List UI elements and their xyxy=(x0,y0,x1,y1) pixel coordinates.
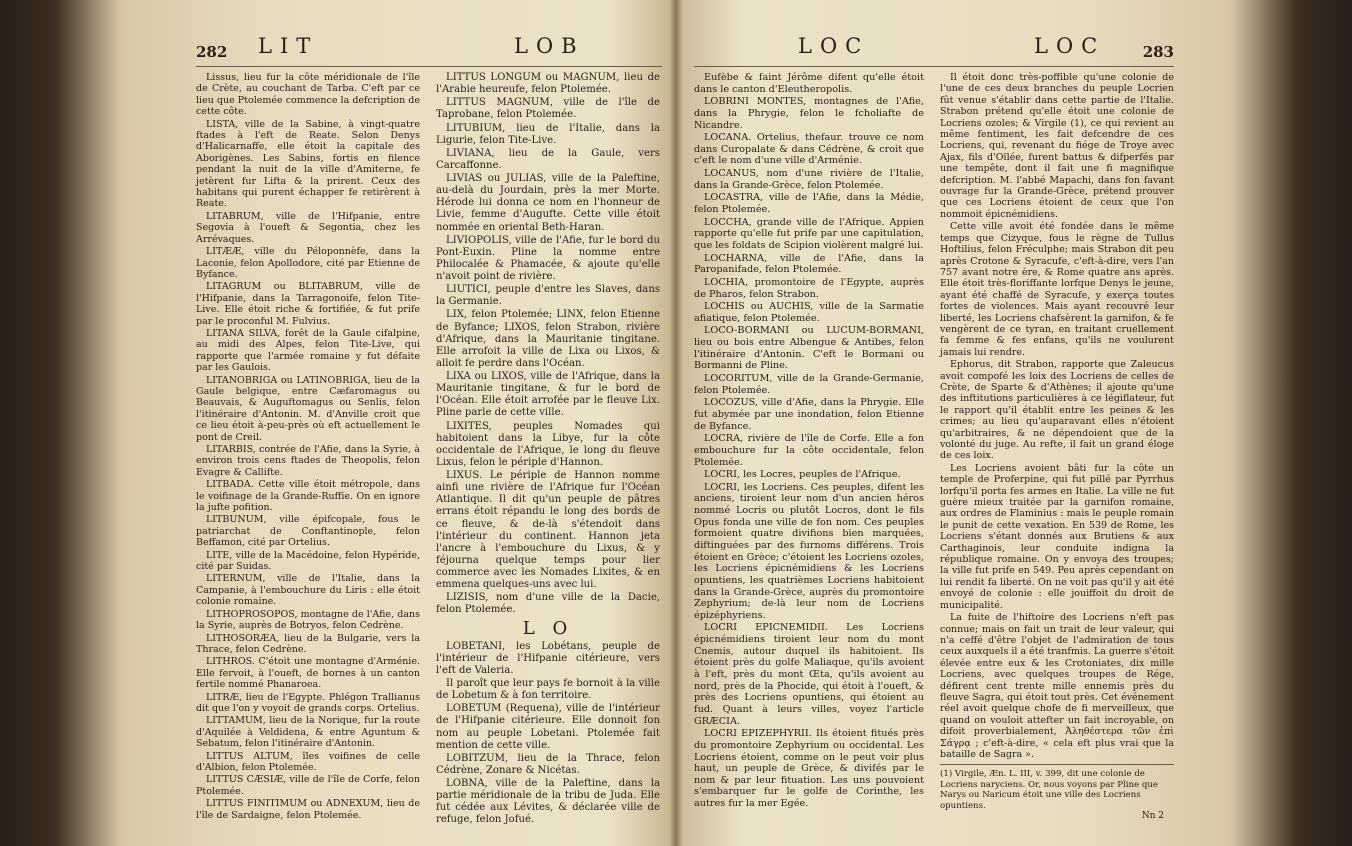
dictionary-entry: LIX, felon Ptolemée; LINX, felon Etienne de Byfance; LIXOS, felon Strabon, rivière d'Afrique, dans la Mauritanie tingitane. Elle arrofoit la ville de Lixa ou Lixos, & alloit fe perdre dans l'Océan. xyxy=(436,309,660,369)
dictionary-entry: LITTUS CÆSIÆ, ville de l'île de Corfe, felon Ptolemée. xyxy=(196,774,420,797)
dictionary-entry: Cette ville avoit été fondée dans le même temps que Cizyque, fous le règne de Tullus Hoftilius, felon Fréculphe; mais Strabon dit peu après Crotone & Syracufe, c'eft-à-dire, vers l'an 757 avant notre ère, & Rome quatre ans après. Elle étoit très-floriffante lorfque Denys le jeune, ayant été chaffé de Syracufe, y exerça toutes fortes de violences. Mais ayant recouvré leur liberté, les Locriens chafsèrent la garnifon, & fe vengèrent de ce tyran, en traitant cruellement fa femme & fes enfans, qu'ils ne voulurent jamais lui rendre. xyxy=(940,221,1174,358)
dictionary-entry: LITHROS. C'étoit une montagne d'Arménie. Elle fervoit, à l'oueft, de bornes à un canton fertile nommé Phanaroea. xyxy=(196,656,420,691)
dictionary-entry: LISTA, ville de la Sabine, à vingt-quatre ftades à l'eft de Reate. Selon Denys d'Halicarnaffe, elle étoit la capitale des Aborigènes. Les Sabins, fortis en filence pendant la nuit de la ville d'Amiterne, fe jetèrent fur Lifta & la prirent. Ceux des habitans qui purent échapper fe retirèrent à Reate. xyxy=(196,118,420,210)
dictionary-entry: LOBNA, ville de la Paleftine, dans la partie méridionale de la tribu de Juda. Elle fut cédée aux Lévites, & déclarée ville de refuge, felon Jofué. xyxy=(436,778,660,826)
column-left-1 xyxy=(196,72,420,822)
header-word: LIT xyxy=(258,34,319,58)
dictionary-entry: Lissus, lieu fur la côte méridionale de l'île de Crète, au couchant de Tarba. C'eft par ce lieu que Ptolemée commence la defcription de cette côte. xyxy=(196,72,420,118)
dictionary-entry: LITARBIS, contrée de l'Afie, dans la Syrie, à environ trois cens ftades de Theopolis, felon Evagre & Callifte. xyxy=(196,444,420,478)
dictionary-entry: LITABRUM, ville de l'Hifpanie, entre Segovia à l'oueft & Segontia, chez les Arrévaques. xyxy=(196,210,420,245)
dictionary-entry: LITTUS MAGNUM, ville de l'île de Taprobane, felon Ptolemée. xyxy=(436,97,660,121)
dictionary-entry: LOCHIS ou AUCHIS, ville de la Sarmatie afiatique, felon Ptolemée. xyxy=(694,301,924,324)
dictionary-entry: LOBRINI MONTES, montagnes de l'Afie, dans la Phrygie, felon le fcholiafte de Nicandre. xyxy=(694,96,924,131)
signature-mark: Nn 2 xyxy=(1141,811,1164,822)
header-word: LOB xyxy=(514,34,585,58)
dictionary-entry: LITTAMUM, lieu de la Norique, fur la route d'Aquilée à Veldidena, & entre Aguntum & Sebatum, felon l'itinéraire d'Antonin. xyxy=(196,715,420,750)
dictionary-entry: LOBETANI, les Lobétans, peuple de l'intérieur de l'Hifpanie citérieure, vers l'eft de Valeria. xyxy=(436,640,660,676)
section-heading: L O xyxy=(522,617,574,639)
dictionary-entry: LOCRA, rivière de l'île de Corfe. Elle a fon embouchure fur la côte occidentale, felon Ptolemée. xyxy=(694,433,924,468)
dictionary-entry: LOCRI, les Locres, peuples de l'Afrique. xyxy=(704,469,901,481)
dictionary-entry: LOCO-BORMANI ou LUCUM-BORMANI, lieu ou bois entre Albengue & Antibes, felon l'itinéraire d'Antonin. C'eft le Bormani ou Bormanni de Pline. xyxy=(694,325,924,372)
dictionary-entry: LITANOBRIGA ou LATINOBRIGA, lieu de la Gaule belgique, entre Cæfaromagus ou Beauvais, & Auguftomagus ou Senlis, felon l'itinéraire d'Antonin. M. d'Anville croit que ce lieu étoit à-peu-près où eft actuellement le pont de Creil. xyxy=(196,374,420,443)
dictionary-entry: LITRÆ, lieu de l'Egypte. Phlégon Trallianus dit que l'on y voyoit de grands corps. Ortelius. xyxy=(196,691,420,714)
dictionary-entry: LIUTICI, peuple d'entre les Slaves, dans la Germanie. xyxy=(436,284,660,308)
header-word: LOC xyxy=(1034,34,1106,58)
dictionary-entry: LITHOSORÆA, lieu de la Bulgarie, vers la Thrace, felon Cedrène. xyxy=(196,632,420,655)
running-head-right xyxy=(694,34,1174,67)
dictionary-entry: LIVIOPOLIS, ville de l'Afie, fur le bord du Pont-Euxin. Pline la nomme entre Philocalée & Phamacée, & ajoute qu'elle n'avoit point de rivière. xyxy=(436,234,660,282)
dictionary-entry: LIXUS. Le périple de Hannon nomme ainfi une rivière de l'Afrique fur l'Océan Atlantique. Il dit qu'un peuple de pâtres errans étoit répandu le long des bords de ce fleuve, & de-là s'étendoit dans l'intérieur du continent. Hannon jeta l'ancre à l'embouchure du Lixus, & y féjourna quelque temps pour lier commerce avec les Nomades Lixites, & en emmena quelques-uns avec lui. xyxy=(436,470,660,591)
entries-group xyxy=(436,641,660,827)
column-right-1 xyxy=(694,72,924,811)
dictionary-entry: Il paroît que leur pays fe bornoit à la ville de Lobetum & à fon territoire. xyxy=(436,678,660,702)
left-page xyxy=(196,34,662,830)
dictionary-entry: LOCRI EPIZEPHYRII. Ils étoient fitués près du promontoire Zephyrium ou occidental. Les Locriens étoient, comme on le peut voir plus haut, un peuple de Grèce, & divifés par le nom & par leur fituation. Les uns pouvoient s'embarquer fur le golfe de Corinthe, les autres fur la mer Egée. xyxy=(694,728,924,810)
dictionary-entry: LITÆÆ, ville du Péloponnèfe, dans la Laconie, felon Apollodore, cité par Etienne de Byfance. xyxy=(196,246,420,280)
column-right-2 xyxy=(940,72,1174,823)
dictionary-entry: LOCOZUS, ville d'Afie, dans la Phrygie. Elle fut abymée par une inondation, felon Etienne de Byfance. xyxy=(694,397,924,432)
header-word: LOC xyxy=(798,34,870,58)
dictionary-entry: LOCANA. Ortelius, thefaur. trouve ce nom dans Curopalate & dans Cédrène, & croit que c'eft le nom d'une ville d'Arménie. xyxy=(694,132,924,167)
dictionary-entry: LITAGRUM ou BLITABRUM, ville de l'Hifpanie, dans la Tarragonoife, felon Tite-Live. Elle étoit riche & fortifiée, & fut prife par le proconful M. Fulvius. xyxy=(196,281,420,327)
footnote: (1) Virgile, Æn. L. III, v. 399, dit une colonie de Locriens naryciens. Or, nous voyons par Pline que Narys ou Naricum étoit une ville des Locriens opuntiens. xyxy=(940,764,1174,811)
entries-group xyxy=(940,72,1174,760)
dictionary-entry: LIVIANA, lieu de la Gaule, vers Carcaffonne. xyxy=(436,147,660,171)
dictionary-entry: LOCHIA, promontoire de l'Egypte, auprès de Pharos, felon Strabon. xyxy=(694,276,924,300)
dictionary-entry: Ephorus, dit Strabon, rapporte que Zaleucus avoit compofé les loix des Locriens de celles de Crète, de Sparte & d'Athènes; il ajoute qu'une des inftitutions particulières à ce légiflateur, fut le rapport qu'il établit entre les peines & les crimes; au lieu qu'auparavant elles n'étoient qu'arbitraires, & ne dépendoient que de la volonté du juge. Au refte, il fait un grand éloge de ces loix. xyxy=(940,359,1174,462)
dictionary-entry: LITBADA. Cette ville étoit métropole, dans le voifinage de la Grande-Ruffie. On en ignore la jufte pofition. xyxy=(196,479,420,514)
dictionary-entry: LIXA ou LIXOS, ville de l'Afrique, dans la Mauritanie tingitane, & fur le bord de l'Océan. Elle étoit arrofée par le fleuve Lix. Pline parle de cette ville. xyxy=(436,371,660,419)
dictionary-entry: LOCRI, les Locriens. Ces peuples, difent les anciens, tiroient leur nom d'un ancien héros nommé Locris ou plutôt Locros, dont le fils Opus fonda une ville de fon nom. Ces peuples formoient quatre divifions bien marquées, diftinguées par des furnoms différens. Trois étoient en Grèce; c'étoient les Locriens ozoles, les Locriens épicnémidiens & les Locriens opuntiens, les quatrièmes Locriens habitoient dans la Grande-Grèce, auprès du promontoire Zephyrium; de-là leur nom de Locriens épizéphyriens. xyxy=(694,481,924,621)
dictionary-entry: LOCANUS, nom d'une rivière de l'Italie, dans la Grande-Grèce, felon Ptolemée. xyxy=(694,168,924,191)
dictionary-entry: LOCASTRA, ville de l'Afie, dans la Médie, felon Ptolemée. xyxy=(694,192,924,216)
page-number: 282 xyxy=(196,43,228,61)
dictionary-entry: LITTUS LONGUM ou MAGNUM, lieu de l'Arabie heureufe, felon Ptolemée. xyxy=(436,72,660,96)
dictionary-entry: LITHOPROSOPOS, montagne de l'Afie, dans la Syrie, auprès de Botryos, felon Cedrène. xyxy=(196,608,420,632)
dictionary-entry: La fuite de l'hiftoire des Locriens n'eft pas connue; mais on fait un trait de leur valeur, qui n'a ceffé d'être l'objet de l'admiration de tous ceux auxquels il a été tranfmis. La guerre s'étoit élevée entre eux & les Crotoniates, dix mille Locriens, avec quelques troupes de Rége, défirent cent trente mille ennemis près du fleuve Sagra, qui étoit tout près. Cet événement réel avoit quelque chofe de fi merveilleux, que quand on vouloit attefter un fait incroyable, on difoit proverbialement, Ἀληθέστερα τῶν ἐπὶ Σάγρᾳ ; c'eft-à-dire, « cela eft plus vrai que la bataille de Sagra ». xyxy=(940,612,1174,760)
dictionary-entry: Il étoit donc très-poffible qu'une colonie de l'une de ces deux branches du peuple Locrien fût venue s'établir dans cette partie de l'Italie. Strabon prétend qu'elle étoit une colonie de Locriens ozoles; & Virgile (1), ce qui revient au même fentiment, les fait defcendre de ces Locriens, qui, revenant du fiége de Troye avec Ajax, fils d'Oïlée, furent battus & difperfés par une tempête, dont il fait une fi magnifique defcription. M. l'abbé Mapachi, dans fon favant ouvrage fur la Grande-Grèce, prétend prouver que ces Locriens étoient de ceux que l'on nommoit épicnémidiens. xyxy=(940,72,1174,220)
dictionary-entry: Les Locriens avoient bâti fur la côte un temple de Proferpine, qui fut pillé par Pyrrhus lorfqu'il porta fes armes en Italie. La ville ne fut guère mieux traitée par la garnifon romaine, aux ordres de Flaminius : mais le peuple romain le punit de cette vexation. En 539 de Rome, les Locriens s'étant donnés aux Brutiens & aux Carthaginois, leur conduite indigna la république romaine. On y envoya des troupes; la ville fut prife en 549. Peu après cependant on lui rendit fa liberté. On ne voit pas qu'il y ait été envoyé de colonie : elle jouiffoit du droit de municipalité. xyxy=(940,462,1174,611)
entries-group xyxy=(436,72,660,617)
dictionary-entry: LITE, ville de la Macédoine, felon Hypéride, cité par Suidas. xyxy=(196,549,420,573)
dictionary-entry: LITTUS ALTUM, îles voifines de celle d'Albion, felon Ptolemée. xyxy=(196,750,420,773)
dictionary-entry: Eufèbe & faint Jérôme difent qu'elle étoit dans le canton d'Eleutheropolis. xyxy=(694,72,924,95)
dictionary-entry: LITTUS FINITIMUM ou ADNEXUM, lieu de l'île de Sardaigne, felon Ptolemée. xyxy=(196,798,420,821)
dictionary-entry: LIVIAS ou JULIAS, ville de la Paleftine, au-delà du Jourdain, près la mer Morte. Hérode lui donna ce nom en l'honneur de Livie, femme d'Augufte. Cette ville étoit nommée en oriental Beth-Haran. xyxy=(436,173,660,233)
dictionary-entry: LITERNUM, ville de l'Italie, dans la Campanie, à l'embouchure du Liris : elle étoit colonie romaine. xyxy=(196,573,420,608)
right-page xyxy=(694,34,1174,830)
dictionary-entry: LOCHARNA, ville de l'Afie, dans la Paropanifade, felon Ptolemée. xyxy=(694,252,924,276)
column-left-2 xyxy=(436,72,660,828)
dictionary-entry: LIXITES, peuples Nomades qui habitoient dans la Libye, fur la côte occidentale de l'Afrique, le long du fleuve Lixus, felon le périple d'Hannon. xyxy=(436,420,660,468)
dictionary-entry: LOCORITUM, ville de la Grande-Germanie, felon Ptolemée. xyxy=(694,373,924,396)
page-number: 283 xyxy=(1142,43,1174,61)
dictionary-entry: LITUBIUM, lieu de l'Italie, dans la Ligurie, felon Tite-Live. xyxy=(436,122,660,146)
dictionary-entry: LITANA SILVA, forêt de la Gaule cifalpine, au midi des Alpes, felon Tite-Live, qui rapporte que l'armée romaine y fut défaite par les Gaulois. xyxy=(196,327,420,374)
dictionary-entry: LOCRI EPICNEMIDII. Les Locriens épicnémidiens tiroient leur nom du mont Cnemis, autour duquel ils habitoient. Ils étoient près du golfe Maliaque, qu'ils avoient à l'eft, près du mont Œta, qu'ils avoient au nord, près de la Phocide, qui étoit à l'oueft, & près des Locriens opuntiens, qui étoient au fud. Quant à leurs villes, voyez l'article GRÆCIA. xyxy=(694,622,924,727)
dictionary-entry: LOBETUM (Requena), ville de l'intérieur de l'Hifpanie citérieure. Elle donnoit fon nom au peuple Lobetani. Ptolemée fait mention de cette ville. xyxy=(436,703,660,751)
running-head-left xyxy=(196,34,662,67)
dictionary-entry: LIZISIS, nom d'une ville de la Dacie, felon Ptolemée. xyxy=(436,592,660,616)
dictionary-entry: LOBITZUM, lieu de la Thrace, felon Cédrène, Zonare & Nicétas. xyxy=(436,752,660,776)
dictionary-entry: LITBUNUM, ville épifcopale, fous le patriarchat de Conftantinople, felon Beffamon, cité par Ortelius. xyxy=(196,514,420,549)
dictionary-entry: LOCCHA, grande ville de l'Afrique. Appien rapporte qu'elle fut prife par une capitulation, que les foldats de Scipion violèrent malgré lui. xyxy=(694,216,924,251)
